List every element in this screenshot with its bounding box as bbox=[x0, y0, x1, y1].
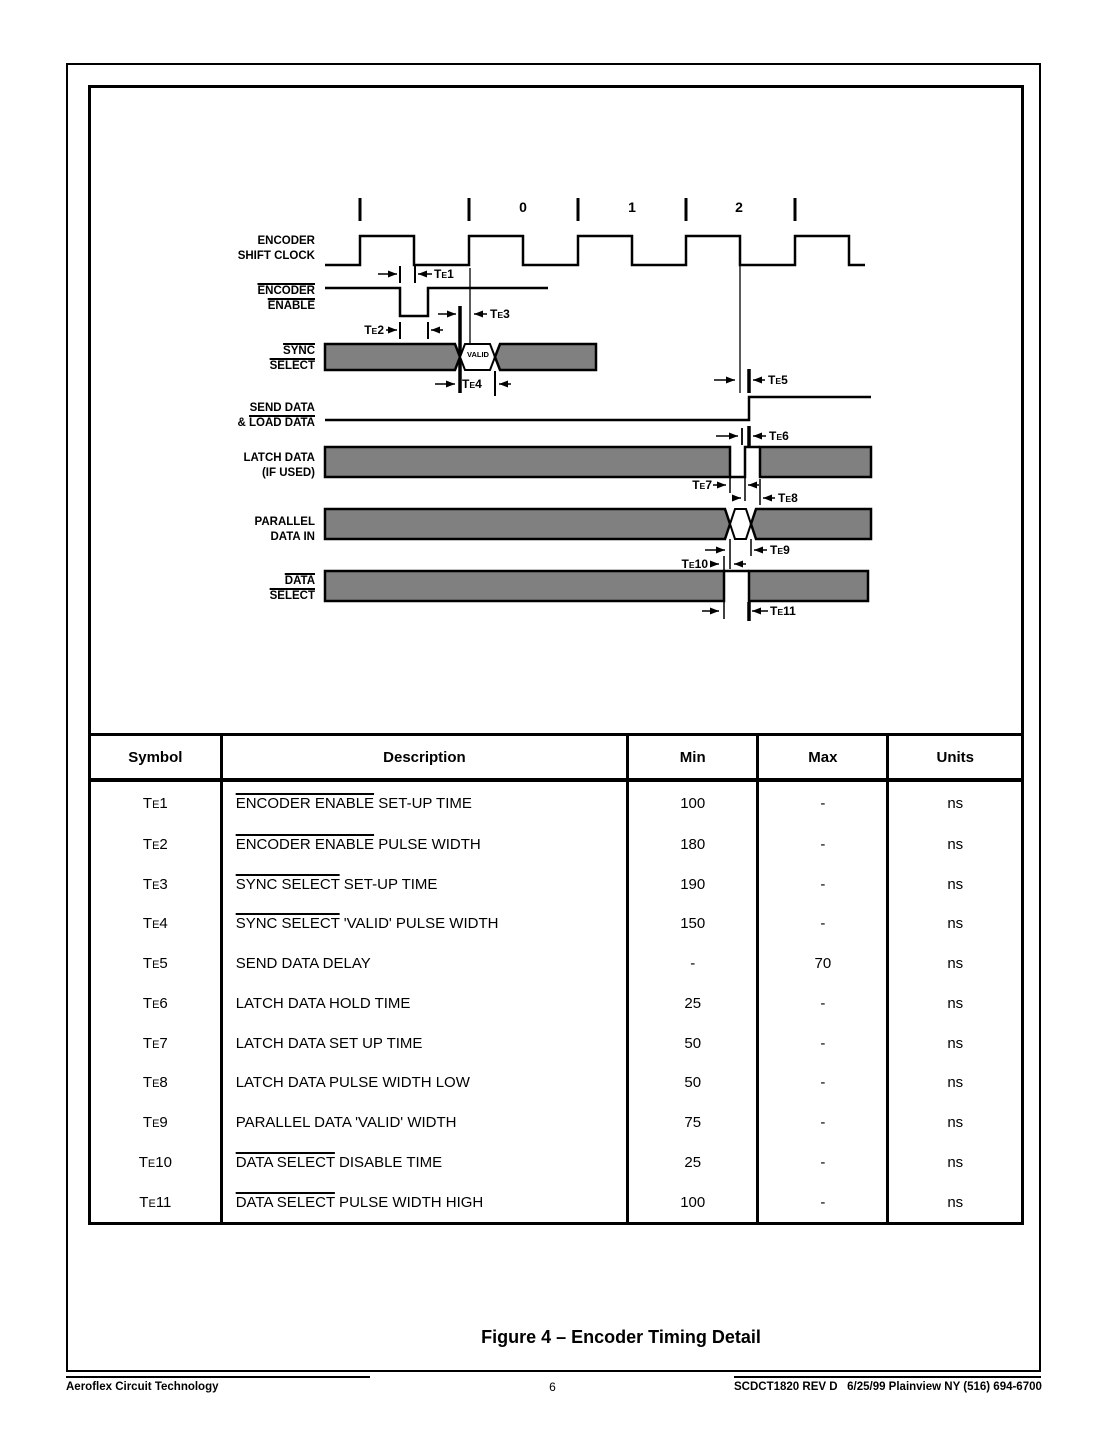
figure-caption: Figure 4 – Encoder Timing Detail bbox=[481, 1327, 761, 1347]
table-row bbox=[91, 1142, 1021, 1182]
max-cell: - bbox=[758, 983, 888, 1023]
footer-company: Aeroflex Circuit Technology bbox=[66, 1376, 370, 1393]
signal-label-data-select: DATA SELECT bbox=[269, 575, 315, 602]
symbol-cell: TE5 bbox=[142, 955, 168, 973]
min-cell: 25 bbox=[628, 983, 758, 1023]
te10-label: TE10 bbox=[681, 557, 708, 571]
description-cell: SYNC SELECT SET-UP TIME bbox=[221, 864, 627, 904]
min-cell: 180 bbox=[628, 824, 758, 864]
clock-number-2: 2 bbox=[735, 199, 743, 215]
col-header-max: Max bbox=[758, 735, 888, 781]
table-row bbox=[91, 983, 1021, 1023]
te2-label: TE2 bbox=[364, 323, 384, 337]
units-cell: ns bbox=[888, 824, 1021, 864]
te6-label: TE6 bbox=[769, 429, 789, 443]
max-cell: 70 bbox=[758, 944, 888, 984]
table-row bbox=[91, 1063, 1021, 1103]
description-cell: ENCODER ENABLE PULSE WIDTH bbox=[221, 824, 627, 864]
clock-tick-marks bbox=[360, 198, 795, 221]
figure-frame bbox=[88, 85, 1024, 1225]
units-cell: ns bbox=[888, 1023, 1021, 1063]
te8-label: TE8 bbox=[778, 491, 798, 505]
signal-label-send-data-load-data: SEND DATA & LOAD DATA bbox=[237, 402, 315, 429]
te7-label: TE7 bbox=[692, 478, 712, 492]
signal-label-latch-data: LATCH DATA (IF USED) bbox=[243, 452, 315, 479]
max-cell: - bbox=[758, 780, 888, 824]
max-cell: - bbox=[758, 1142, 888, 1182]
timing-diagram-svg bbox=[91, 88, 1021, 733]
parallel-data-bus bbox=[325, 509, 871, 569]
units-cell: ns bbox=[888, 983, 1021, 1023]
valid-label: VALID bbox=[467, 350, 489, 359]
max-cell: - bbox=[758, 1182, 888, 1222]
table-row bbox=[91, 1182, 1021, 1222]
encoder-timing-diagram bbox=[91, 88, 1021, 733]
units-cell: ns bbox=[888, 904, 1021, 944]
units-cell: ns bbox=[888, 1063, 1021, 1103]
units-cell: ns bbox=[888, 1142, 1021, 1182]
description-cell: DATA SELECT PULSE WIDTH HIGH bbox=[221, 1182, 627, 1222]
max-cell: - bbox=[758, 824, 888, 864]
table-row bbox=[91, 1023, 1021, 1063]
te9-te10-annotations bbox=[705, 550, 767, 571]
min-cell: 150 bbox=[628, 904, 758, 944]
send-data-waveform bbox=[325, 397, 871, 420]
clock-number-1: 1 bbox=[628, 199, 636, 215]
te4-label: TE4 bbox=[462, 377, 482, 391]
te5-label: TE5 bbox=[768, 373, 788, 387]
table-row bbox=[91, 780, 1021, 824]
units-cell: ns bbox=[888, 944, 1021, 984]
max-cell: - bbox=[758, 904, 888, 944]
description-cell: DATA SELECT DISABLE TIME bbox=[221, 1142, 627, 1182]
symbol-cell: TE10 bbox=[138, 1153, 172, 1171]
table-row bbox=[91, 944, 1021, 984]
te6-annotation bbox=[716, 426, 766, 447]
max-cell: - bbox=[758, 1103, 888, 1143]
max-cell: - bbox=[758, 1023, 888, 1063]
min-cell: 75 bbox=[628, 1103, 758, 1143]
symbol-cell: TE4 bbox=[142, 915, 168, 933]
description-cell: LATCH DATA SET UP TIME bbox=[221, 1023, 627, 1063]
symbol-cell: TE9 bbox=[142, 1114, 168, 1132]
te1-te4-annotations bbox=[378, 266, 511, 396]
te1-label: TE1 bbox=[434, 267, 454, 281]
symbol-cell: TE2 bbox=[142, 835, 168, 853]
table-row bbox=[91, 904, 1021, 944]
symbol-cell: TE3 bbox=[142, 875, 168, 893]
symbol-cell: TE6 bbox=[142, 994, 168, 1012]
timing-spec-table bbox=[91, 733, 1021, 1222]
te7-te8-annotations bbox=[713, 485, 775, 498]
encoder-enable-waveform bbox=[325, 288, 548, 316]
min-cell: 100 bbox=[628, 1182, 758, 1222]
table-header-row bbox=[91, 735, 1021, 781]
min-cell: 25 bbox=[628, 1142, 758, 1182]
signal-label-parallel-data-in: PARALLEL DATA IN bbox=[254, 516, 315, 543]
footer-page-number: 6 bbox=[549, 1380, 556, 1394]
units-cell: ns bbox=[888, 864, 1021, 904]
table-row bbox=[91, 824, 1021, 864]
col-header-description: Description bbox=[221, 735, 627, 781]
footer-doc-info: SCDCT1820 REV D 6/25/99 Plainview NY (516) 694-6700 bbox=[734, 1376, 1041, 1393]
min-cell: - bbox=[628, 944, 758, 984]
description-cell: PARALLEL DATA 'VALID' WIDTH bbox=[221, 1103, 627, 1143]
max-cell: - bbox=[758, 1063, 888, 1103]
min-cell: 100 bbox=[628, 780, 758, 824]
min-cell: 190 bbox=[628, 864, 758, 904]
te9-label: TE9 bbox=[770, 543, 790, 557]
description-cell: SEND DATA DELAY bbox=[221, 944, 627, 984]
table-row bbox=[91, 1103, 1021, 1143]
symbol-cell: TE11 bbox=[139, 1193, 172, 1211]
min-cell: 50 bbox=[628, 1063, 758, 1103]
symbol-cell: TE8 bbox=[142, 1074, 168, 1092]
signal-label-sync-select: SYNC SELECT bbox=[269, 345, 315, 372]
page-outer-border bbox=[66, 63, 1041, 1372]
signal-label-encoder-shift-clock: ENCODER SHIFT CLOCK bbox=[237, 235, 315, 262]
description-cell: ENCODER ENABLE SET-UP TIME bbox=[221, 780, 627, 824]
symbol-cell: TE7 bbox=[142, 1034, 168, 1052]
description-cell: SYNC SELECT 'VALID' PULSE WIDTH bbox=[221, 904, 627, 944]
col-header-units: Units bbox=[888, 735, 1021, 781]
symbol-cell: TE1 bbox=[142, 794, 168, 812]
table-row bbox=[91, 864, 1021, 904]
table-body bbox=[91, 780, 1021, 1222]
signal-label-encoder-enable: ENCODER ENABLE bbox=[257, 285, 315, 312]
te11-label: TE11 bbox=[770, 604, 796, 618]
units-cell: ns bbox=[888, 1103, 1021, 1143]
description-cell: LATCH DATA HOLD TIME bbox=[221, 983, 627, 1023]
col-header-min: Min bbox=[628, 735, 758, 781]
min-cell: 50 bbox=[628, 1023, 758, 1063]
units-cell: ns bbox=[888, 780, 1021, 824]
description-cell: LATCH DATA PULSE WIDTH LOW bbox=[221, 1063, 627, 1103]
col-header-symbol: Symbol bbox=[91, 735, 221, 781]
units-cell: ns bbox=[888, 1182, 1021, 1222]
clock-number-0: 0 bbox=[519, 199, 527, 215]
te3-label: TE3 bbox=[490, 307, 510, 321]
max-cell: - bbox=[758, 864, 888, 904]
